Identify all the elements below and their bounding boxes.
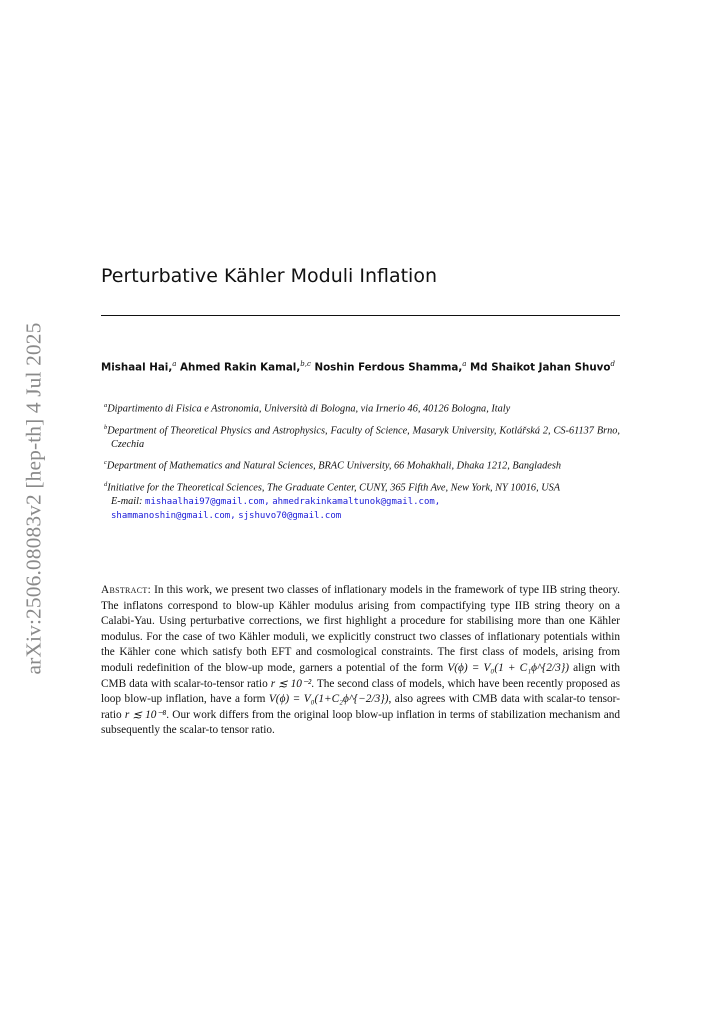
abstract-formula: V(ϕ) = V₀(1 + C₁ϕ^{2/3}) <box>447 661 569 674</box>
author-name: Ahmed Rakin Kamal, <box>180 361 301 374</box>
abstract-text: In this work, we present two classes of inflationary models in the framework of type IIB string theory. The inflatons correspond to blow-up Kähler modulus arising from compactifying type IIB string theory on a Calabi-Yau. Using perturbative corrections, we first highlight a procedure for stabilising more than one Kähler modulus. For the case of two Kähler moduli, we explicitly construct two classes of inflationary potentials within the Kähler cone which satisfy both EFT and cosmological constraints. The first class of models, arising from moduli redefinition of the blow-up mode, garners a potential of the form <box>101 584 620 674</box>
affiliation-text: Department of Theoretical Physics and Astrophysics, Faculty of Science, Masaryk University, Kotlářská 2, CS-61137 Brno, Czechia <box>107 425 620 450</box>
abstract-label: Abstract: <box>101 584 152 596</box>
author-affiliation-mark: a <box>172 360 177 368</box>
affiliation <box>104 399 620 416</box>
abstract-formula: r ≲ 10⁻² <box>270 677 312 690</box>
affiliation-mark: d <box>104 480 108 488</box>
email-link[interactable]: shammanoshin@gmail.com, <box>111 511 236 522</box>
author-name: Md Shaikot Jahan Shuvo <box>470 361 611 374</box>
arxiv-identifier-text: arXiv:2506.08083v2 [hep-th] 4 Jul 2025 <box>21 322 46 674</box>
affiliation-mark: a <box>104 402 108 409</box>
author-affiliation-mark: a <box>462 360 467 368</box>
email-label: E-mail: <box>111 495 143 507</box>
affiliation <box>104 456 620 473</box>
author-name: Noshin Ferdous Shamma, <box>314 361 463 374</box>
abstract-formula: r ≲ 10⁻⁸ <box>124 708 167 721</box>
email-link[interactable]: mishaalhai97@gmail.com, <box>145 496 270 507</box>
abstract-text: align with CMB data with scalar-to-tensor ratio <box>101 661 620 690</box>
paper-title: Perturbative Kähler Moduli Inflation <box>101 265 437 287</box>
author-affiliation-mark: b,c <box>300 360 311 368</box>
affiliation-text: Department of Mathematics and Natural Sciences, BRAC University, 66 Mohakhali, Dhaka 1212, Bangladesh <box>106 460 562 472</box>
affiliation-text: Dipartimento di Fisica e Astronomia, Università di Bologna, via Irnerio 46, 40126 Bologna, Italy <box>107 403 511 415</box>
affiliation-mark: c <box>104 459 107 467</box>
email-block <box>104 495 620 524</box>
affiliations <box>104 399 620 524</box>
affiliation <box>104 421 620 451</box>
title-divider <box>101 315 620 316</box>
arxiv-identifier <box>14 308 54 688</box>
abstract-text: . The second class of models, which have been recently proposed as loop blow-up inflation, have a form <box>101 677 620 706</box>
affiliation-mark: b <box>104 423 108 431</box>
author-affiliation-mark: d <box>610 360 615 368</box>
affiliation-text: Initiative for the Theoretical Sciences, The Graduate Center, CUNY, 365 Fifth Ave, New York, NY 10016, USA <box>107 482 561 494</box>
author-list <box>101 356 621 377</box>
abstract <box>101 583 620 739</box>
email-link[interactable]: sjshuvo70@gmail.com <box>238 511 342 522</box>
author-name: Mishaal Hai, <box>101 361 173 374</box>
email-link[interactable]: ahmedrakinkamaltunok@gmail.com, <box>272 496 441 507</box>
abstract-formula: V(ϕ) = V₀(1+C₂ϕ^{−2/3}) <box>268 693 389 706</box>
affiliation <box>104 478 620 495</box>
abstract-text: , also agrees with CMB data with scalar-to tensor-ratio <box>101 693 620 721</box>
abstract-text: . Our work differs from the original loop blow-up inflation in terms of stabilization mechanism and subsequently the scalar-to tensor ratio. <box>101 708 621 737</box>
